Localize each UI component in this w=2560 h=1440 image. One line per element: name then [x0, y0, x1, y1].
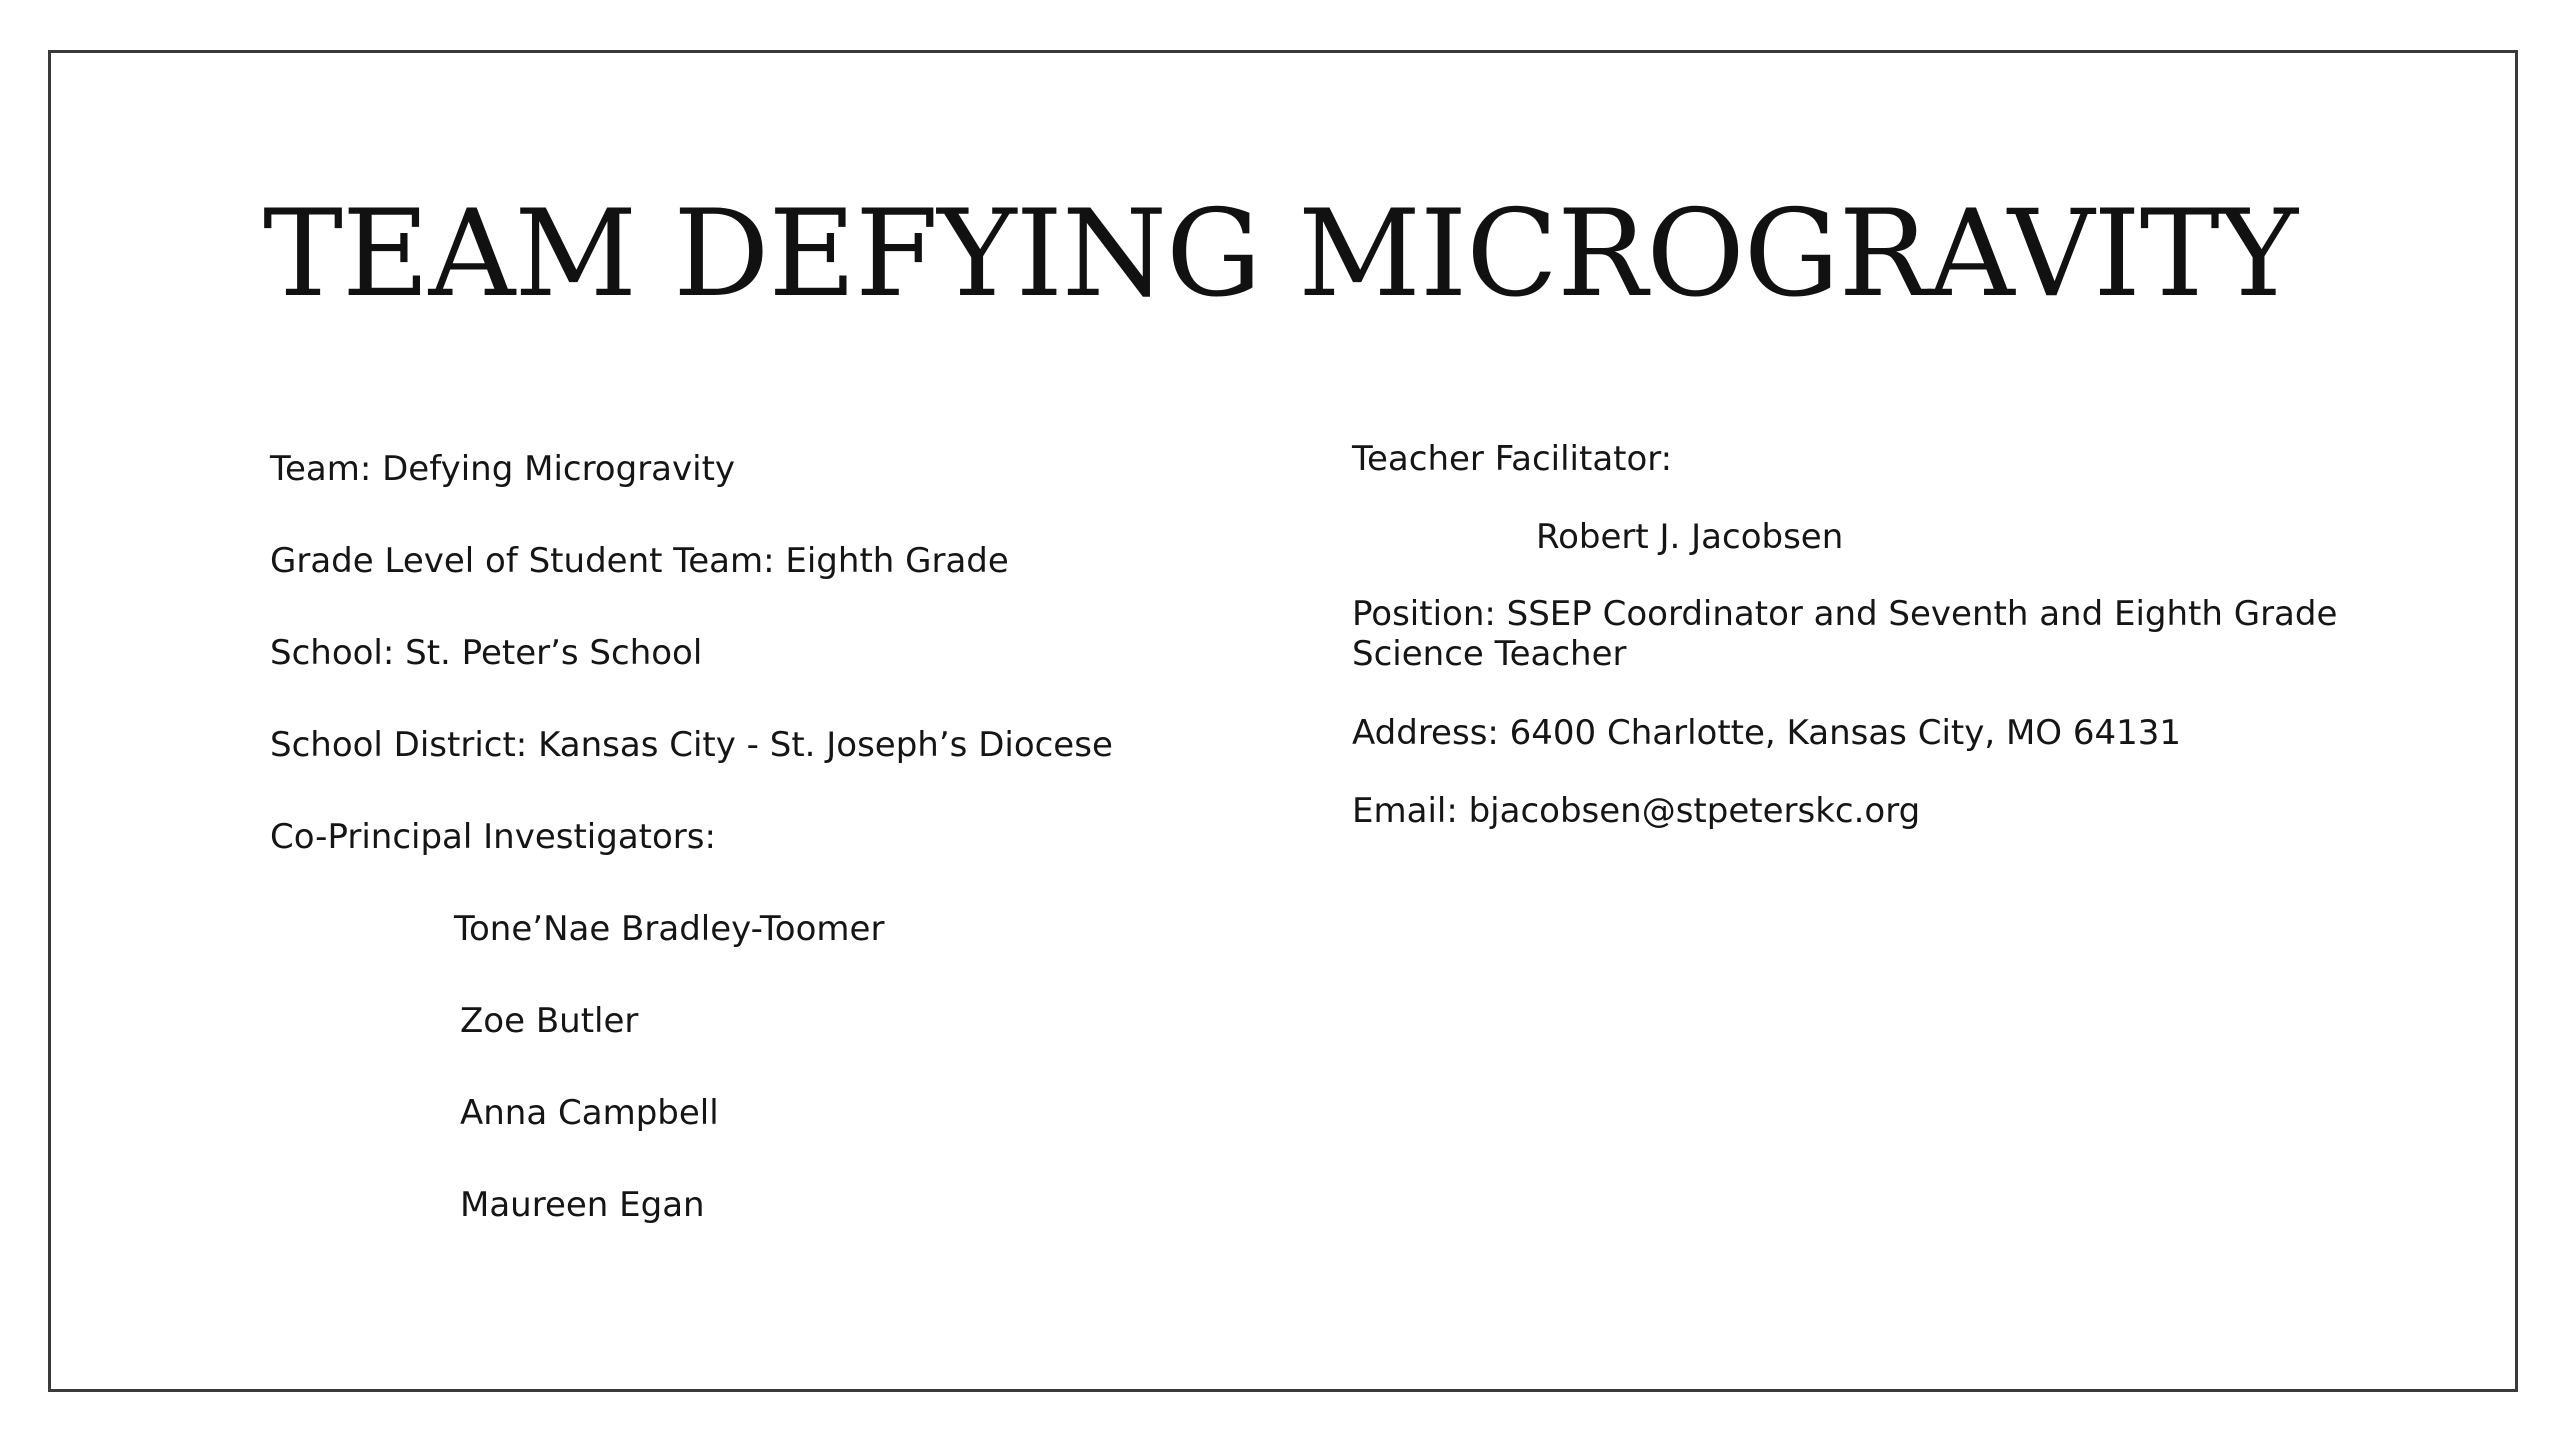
slide-title: TEAM DEFYING MICROGRAVITY — [262, 185, 2298, 324]
investigator-name: Tone’Nae Bradley-Toomer — [454, 909, 885, 949]
school-name: School: St. Peter’s School — [270, 633, 703, 673]
team-name: Team: Defying Microgravity — [270, 449, 736, 489]
co-principal-investigators-label: Co-Principal Investigators: — [270, 817, 716, 857]
school-address: Address: 6400 Charlotte, Kansas City, MO 64131 — [1352, 713, 2182, 753]
grade-level: Grade Level of Student Team: Eighth Grade — [270, 541, 1009, 581]
investigator-name: Zoe Butler — [460, 1001, 639, 1041]
investigator-name: Anna Campbell — [460, 1093, 719, 1133]
school-district: School District: Kansas City - St. Joseph’s Diocese — [270, 725, 1113, 765]
facilitator-position: Position: SSEP Coordinator and Seventh and Eighth Grade Science Teacher — [1352, 594, 2338, 674]
teacher-facilitator-name: Robert J. Jacobsen — [1536, 517, 1844, 557]
investigator-name: Maureen Egan — [460, 1185, 705, 1225]
teacher-facilitator-label: Teacher Facilitator: — [1352, 439, 1673, 479]
facilitator-email: Email: bjacobsen@stpeterskc.org — [1352, 791, 1921, 831]
